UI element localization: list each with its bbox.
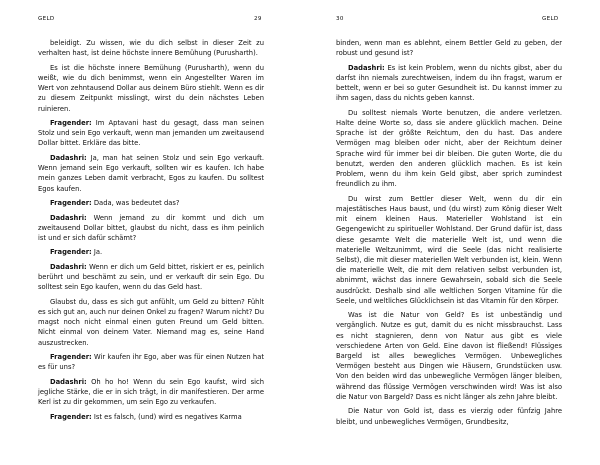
paragraph-text: Im Aptavani hast du gesagt, dass man seinen Stolz und sein Ego verkauft, wenn man jemanden um zweitausend Dollar bittet. Erkläre das bitte. [38,119,264,148]
speaker-label: Dadashri: [50,377,87,386]
paragraph-text: Oh ho ho! Wenn du sein Ego kaufst, wird sich jegliche Stärke, die er in sich trägt, in dir manifestieren. Der arme Kerl ist zu dir gekommen, um sein Ego zu verkaufen. [38,377,264,407]
paragraph-text: Wenn er dich um Geld bittet, riskiert er es, peinlich berührt und beschämt zu sein, und er verkauft dir sein Ego. Du solltest sein Ego kaufen, wenn du das Geld hast. [38,262,264,292]
right-page [300,0,600,465]
speaker-label: Dadashri: [348,63,385,72]
speaker-label: Fragender: [50,353,92,362]
paragraph [38,118,264,149]
paragraph [38,38,264,58]
speaker-label: Dadashri: [50,213,87,222]
left-text-column [38,38,264,426]
right-page-number: 30 [336,16,344,22]
paragraph-text: Ja, man hat seinen Stolz und sein Ego verkauft. Wenn jemand sein Ego verkauft, sollten wir es kaufen. Ich habe mein ganzes Leben damit verbracht, Egos zu kaufen. Du solltest Egos kaufen. [38,153,264,193]
paragraph [38,377,264,408]
paragraph-text: Du solltest niemals Worte benutzen, die andere verletzen. Halte deine Worte so, dass sie andere glücklich machen. Deine Sprache ist der größte Reichtum, den du hast. Das andere Vermögen mag bleiben oder nicht, aber der Reichtum deiner Sprache wird für immer bei dir bleiben. Die guten Worte, die du benutzt, werden den anderen glücklich machen. Es ist kein Problem, wenn du ihm kein Geld gibst, aber sprich zumindest freundlich zu ihm. [336,108,562,189]
right-text-column [336,38,562,431]
speaker-label: Dadashri: [50,153,87,162]
paragraph-text: Wenn jemand zu dir kommt und dich um zweitausend Dollar bittet, glaubst du nicht, dass es ihm peinlich ist und er sich dafür schämt? [38,213,264,242]
paragraph [38,352,264,372]
paragraph-text: Die Natur von Gold ist, dass es vierzig oder fünfzig Jahre bleibt, und unbewegliches Vermögen, Grundbesitz, [336,407,562,426]
speaker-label: Dadashri: [50,262,87,271]
paragraph [38,198,264,208]
paragraph-text: beleidigt. Zu wissen, wie du dich selbst in dieser Zeit zu verhalten hast, ist deine höchste innere Bemühung (Purusharth). [38,39,264,58]
paragraph [38,297,264,348]
left-running-title: GELD [38,16,55,22]
paragraph-text: Wir kaufen ihr Ego, aber was für einen Nutzen hat es für uns? [38,353,264,372]
left-page-number: 29 [254,16,262,22]
paragraph [38,262,264,293]
paragraph-text: Glaubst du, dass es sich gut anfühlt, um Geld zu bitten? Fühlt es sich gut an, auch nur deinen Onkel zu fragen? Warum nicht? Du magst noch nicht einmal einen guten Freund um Geld bitten. Nicht einmal von deinem Vater. Niemand mag es, seine Hand auszustrecken. [38,297,264,347]
paragraph-text: Du wirst zum Bettler dieser Welt, wenn du dir ein majestätisches Haus baust, und (du wirst) zum König dieser Welt mit einem kleinen Haus. Materieller Wohlstand ist ein Gegengewicht zu spiritueller Wohlstand. Der Grund dafür ist, dass diese gesamte Welt die materielle Welt ist, und wenn die materielle Weltzunimmt, wird die Seele (das nicht realisierte Selbst), die mit dieser materiellen Welt verbunden ist, klein. Wenn die materielle Welt, die mit dem relativen selbst verbunden ist, abnimmt, wächst das innere Gewahrsein, sobald sich die Seele ausdrückt. Deshalb sind alle weltlichen Sorgen Vitamine für die Seele, und weltliches Glücklichsein ist das Vitamin für den Körper. [336,194,562,305]
speaker-label: Fragender: [50,412,92,421]
right-running-title: GELD [542,16,559,22]
paragraph-text: Ist es falsch, (und) wird es negatives Karma [91,412,242,421]
paragraph-text: Dada, was bedeutet das? [91,199,180,208]
paragraph-text: Ja. [91,248,103,257]
paragraph [38,412,264,422]
paragraph [336,310,562,402]
paragraph [38,247,264,257]
paragraph-text: Was ist die Natur von Geld? Es ist unbeständig und vergänglich. Nutze es gut, damit du es nicht missbrauchst. Lass es nicht stagnieren, denn von Natur aus gibt es viele verschiedene Arten von Geld. Eine davon ist fließend! Flüssiges Bargeld ist alles bewegliches Vermögen. Unbewegliches Vermögen besteht aus Dingen wie Häusern, Grundstücken usw. Von den beiden wird das unbewegliche Vermögen länger bleiben, während das flüssige Vermögen verschwinden wird! Was ist also die Natur von Bargeld? Dass es nicht länger als zehn Jahre bleibt. [336,311,562,401]
paragraph [336,406,562,426]
speaker-label: Fragender: [50,119,92,128]
paragraph [336,108,562,190]
speaker-label: Fragender: [50,248,92,257]
paragraph [336,63,562,104]
paragraph [38,63,264,114]
speaker-label: Fragender: [50,199,92,208]
paragraph-text: Es ist kein Problem, wenn du nichts gibst, aber du darfst ihn niemals zurechtweisen, indem du ihn fragst, warum er bettelt, wenn er bei so guter Gesundheit ist. Du kannst immer zu ihm sagen, dass du nichts geben kannst. [336,63,562,103]
paragraph-text: Es ist die höchste innere Bemühung (Purusharth), wenn du weißt, wie du dich benimmst, wenn ein Angestellter Waren im Wert von zehntausend Dollar aus deinem Büro stiehlt. Wenn es dir zu diesem Zeitpunkt misslingt, wirst du dein nächstes Leben ruinieren. [38,63,264,113]
paragraph [38,153,264,194]
paragraph-text: binden, wenn man es ablehnt, einem Bettler Geld zu geben, der robust und gesund ist? [336,39,562,58]
paragraph [336,38,562,58]
paragraph [336,194,562,306]
paragraph [38,213,264,244]
